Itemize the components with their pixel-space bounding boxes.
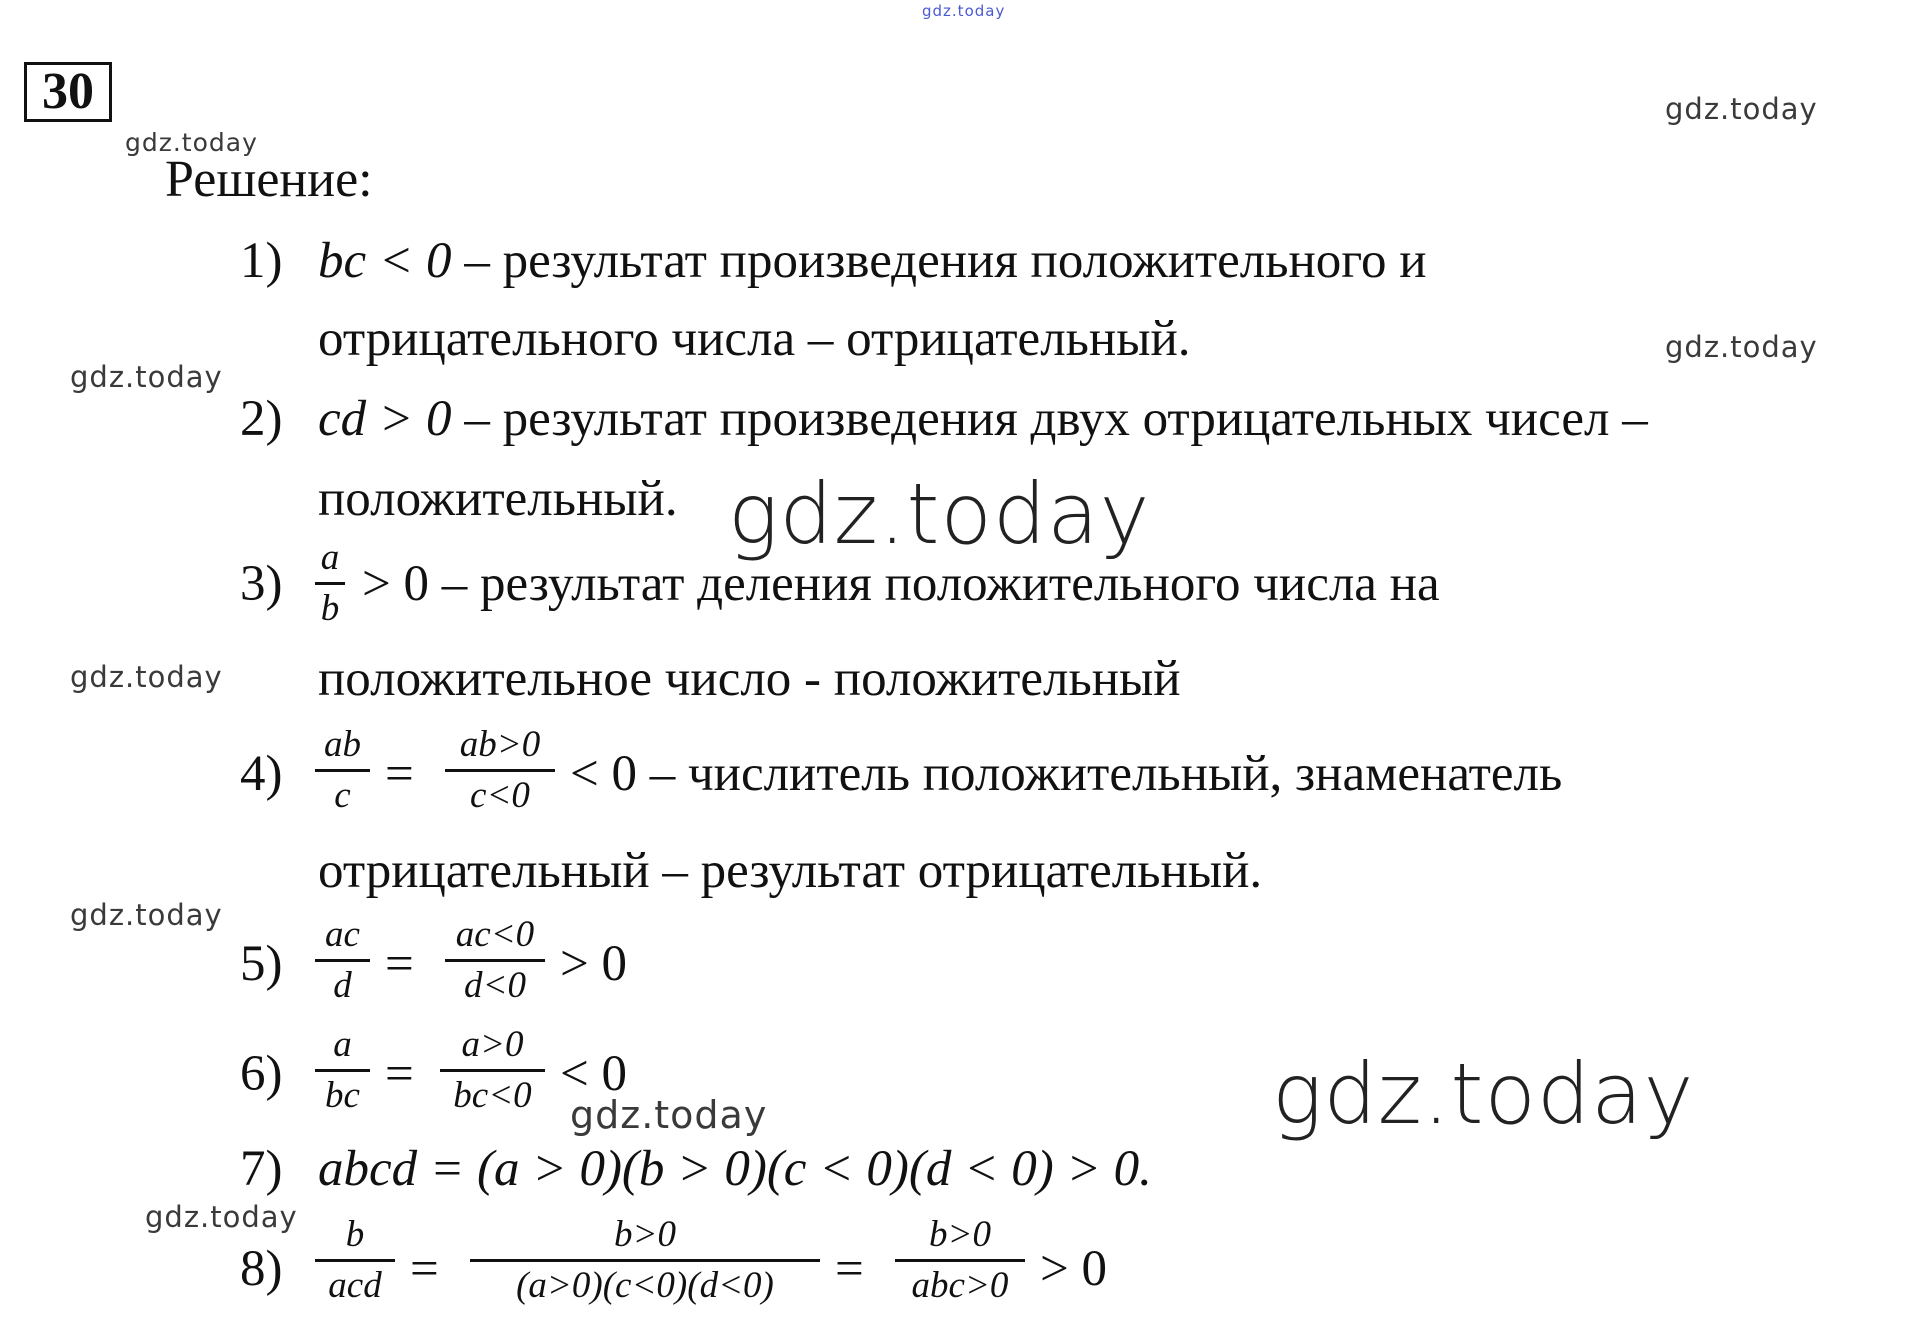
- item-2-label: 2): [240, 391, 283, 447]
- watermark-left-2: gdz.today: [70, 360, 223, 394]
- item-6-fraction-2: [440, 1025, 545, 1116]
- item-3-fraction: [315, 538, 345, 629]
- item-5-numerator-2: ac<0: [455, 914, 535, 955]
- item-1-expr: bc < 0: [318, 233, 452, 289]
- item-5-fraction-2: [445, 915, 545, 1006]
- item-6-label: 6): [240, 1046, 283, 1102]
- fraction-bar: [315, 1259, 395, 1262]
- item-7-label: 7): [240, 1141, 283, 1197]
- fraction-bar: [315, 582, 345, 585]
- item-3-label: 3): [240, 556, 283, 612]
- item-8-denominator-2: (a>0)(c<0)(d<0): [516, 1265, 774, 1306]
- item-8-label: 8): [240, 1241, 283, 1297]
- item-4-text-1: – числитель положительный, знаменатель: [637, 746, 1563, 802]
- watermark-mid: gdz.today: [570, 1093, 768, 1137]
- watermark-top: gdz.today: [922, 2, 1006, 20]
- item-5-rest: > 0: [560, 936, 628, 992]
- item-8-fraction-1: [315, 1215, 395, 1306]
- item-1-line-1: [318, 232, 1427, 290]
- item-5-label: 5): [240, 936, 283, 992]
- item-7-expr: abcd = (a > 0)(b > 0)(c < 0)(d < 0) > 0.: [318, 1141, 1152, 1197]
- item-6-denominator-1: bc: [325, 1075, 360, 1116]
- solution-heading: Решение:: [165, 151, 373, 208]
- fraction-bar: [445, 959, 545, 962]
- fraction-bar: [315, 959, 370, 962]
- item-8-equals-1: =: [410, 1241, 439, 1297]
- item-1-text-2: отрицательного числа – отрицательный.: [318, 311, 1191, 367]
- watermark-right-1: gdz.today: [1665, 92, 1818, 126]
- item-5-numerator-1: ac: [325, 914, 360, 955]
- item-3-rest: > 0: [362, 556, 430, 612]
- problem-number: 30: [24, 62, 112, 122]
- item-6-numerator-2: a>0: [461, 1024, 524, 1065]
- item-8-numerator-2: b>0: [614, 1214, 676, 1255]
- fraction-bar: [445, 769, 555, 772]
- item-4-numerator-1: ab: [324, 724, 361, 765]
- item-4-text-2: отрицательный – результат отрицательный.: [318, 843, 1263, 899]
- fraction-bar: [440, 1069, 545, 1072]
- item-8-numerator-1: b: [345, 1214, 365, 1255]
- fraction-bar: [315, 769, 370, 772]
- item-6-equals: =: [385, 1046, 414, 1102]
- watermark-big-1: gdz.today: [728, 465, 1151, 563]
- item-2-expr: cd > 0: [318, 391, 452, 447]
- item-8-fraction-2: [470, 1215, 820, 1306]
- item-4-rest: < 0: [570, 746, 638, 802]
- item-3-numerator: a: [320, 537, 340, 578]
- item-6-numerator-1: a: [333, 1024, 352, 1065]
- item-4-numerator-2: ab>0: [459, 724, 541, 765]
- item-8-numerator-3: b>0: [929, 1214, 991, 1255]
- item-6-fraction-1: [315, 1025, 370, 1116]
- item-2-text-2: положительный.: [318, 471, 678, 527]
- item-1-text-1: – результат произведения положительного и: [451, 233, 1427, 289]
- watermark-right-2: gdz.today: [1665, 330, 1818, 364]
- fraction-bar: [895, 1259, 1025, 1262]
- fraction-bar: [470, 1259, 820, 1262]
- watermark-left-5: gdz.today: [145, 1200, 298, 1234]
- item-5-fraction-1: [315, 915, 370, 1006]
- item-4-equals: =: [385, 746, 414, 802]
- watermark-big-2: gdz.today: [1272, 1045, 1695, 1143]
- item-5-equals: =: [385, 936, 414, 992]
- item-8-equals-2: =: [835, 1241, 864, 1297]
- item-2-text-1: – результат произведения двух отрицательных чисел –: [451, 391, 1648, 447]
- item-5-denominator-1: d: [333, 965, 352, 1006]
- watermark-left-4: gdz.today: [70, 898, 223, 932]
- item-8-denominator-3: abc>0: [911, 1265, 1009, 1306]
- item-5-denominator-2: d<0: [464, 965, 526, 1006]
- item-6-denominator-2: bc<0: [453, 1075, 532, 1116]
- item-8-denominator-1: acd: [328, 1265, 382, 1306]
- item-1-label: 1): [240, 233, 283, 289]
- watermark-left-3: gdz.today: [70, 660, 223, 694]
- item-4-fraction-2: [445, 725, 555, 816]
- item-4-fraction-1: [315, 725, 370, 816]
- item-4-denominator-2: c<0: [470, 775, 530, 816]
- item-3-denominator: b: [320, 588, 340, 629]
- item-3-line-1: [362, 555, 1440, 613]
- item-2-line-1: [318, 390, 1648, 448]
- watermark-left-1: gdz.today: [125, 128, 258, 157]
- item-4-denominator-1: c: [334, 775, 351, 816]
- item-3-text-1: – результат деления положительного числа на: [429, 556, 1440, 612]
- fraction-bar: [315, 1069, 370, 1072]
- item-6-rest: < 0: [560, 1046, 628, 1102]
- item-8-rest: > 0: [1040, 1241, 1108, 1297]
- item-4-label: 4): [240, 746, 283, 802]
- item-4-line-1: [570, 745, 1562, 803]
- item-3-text-2: положительное число - положительный: [318, 651, 1181, 707]
- item-8-fraction-3: [895, 1215, 1025, 1306]
